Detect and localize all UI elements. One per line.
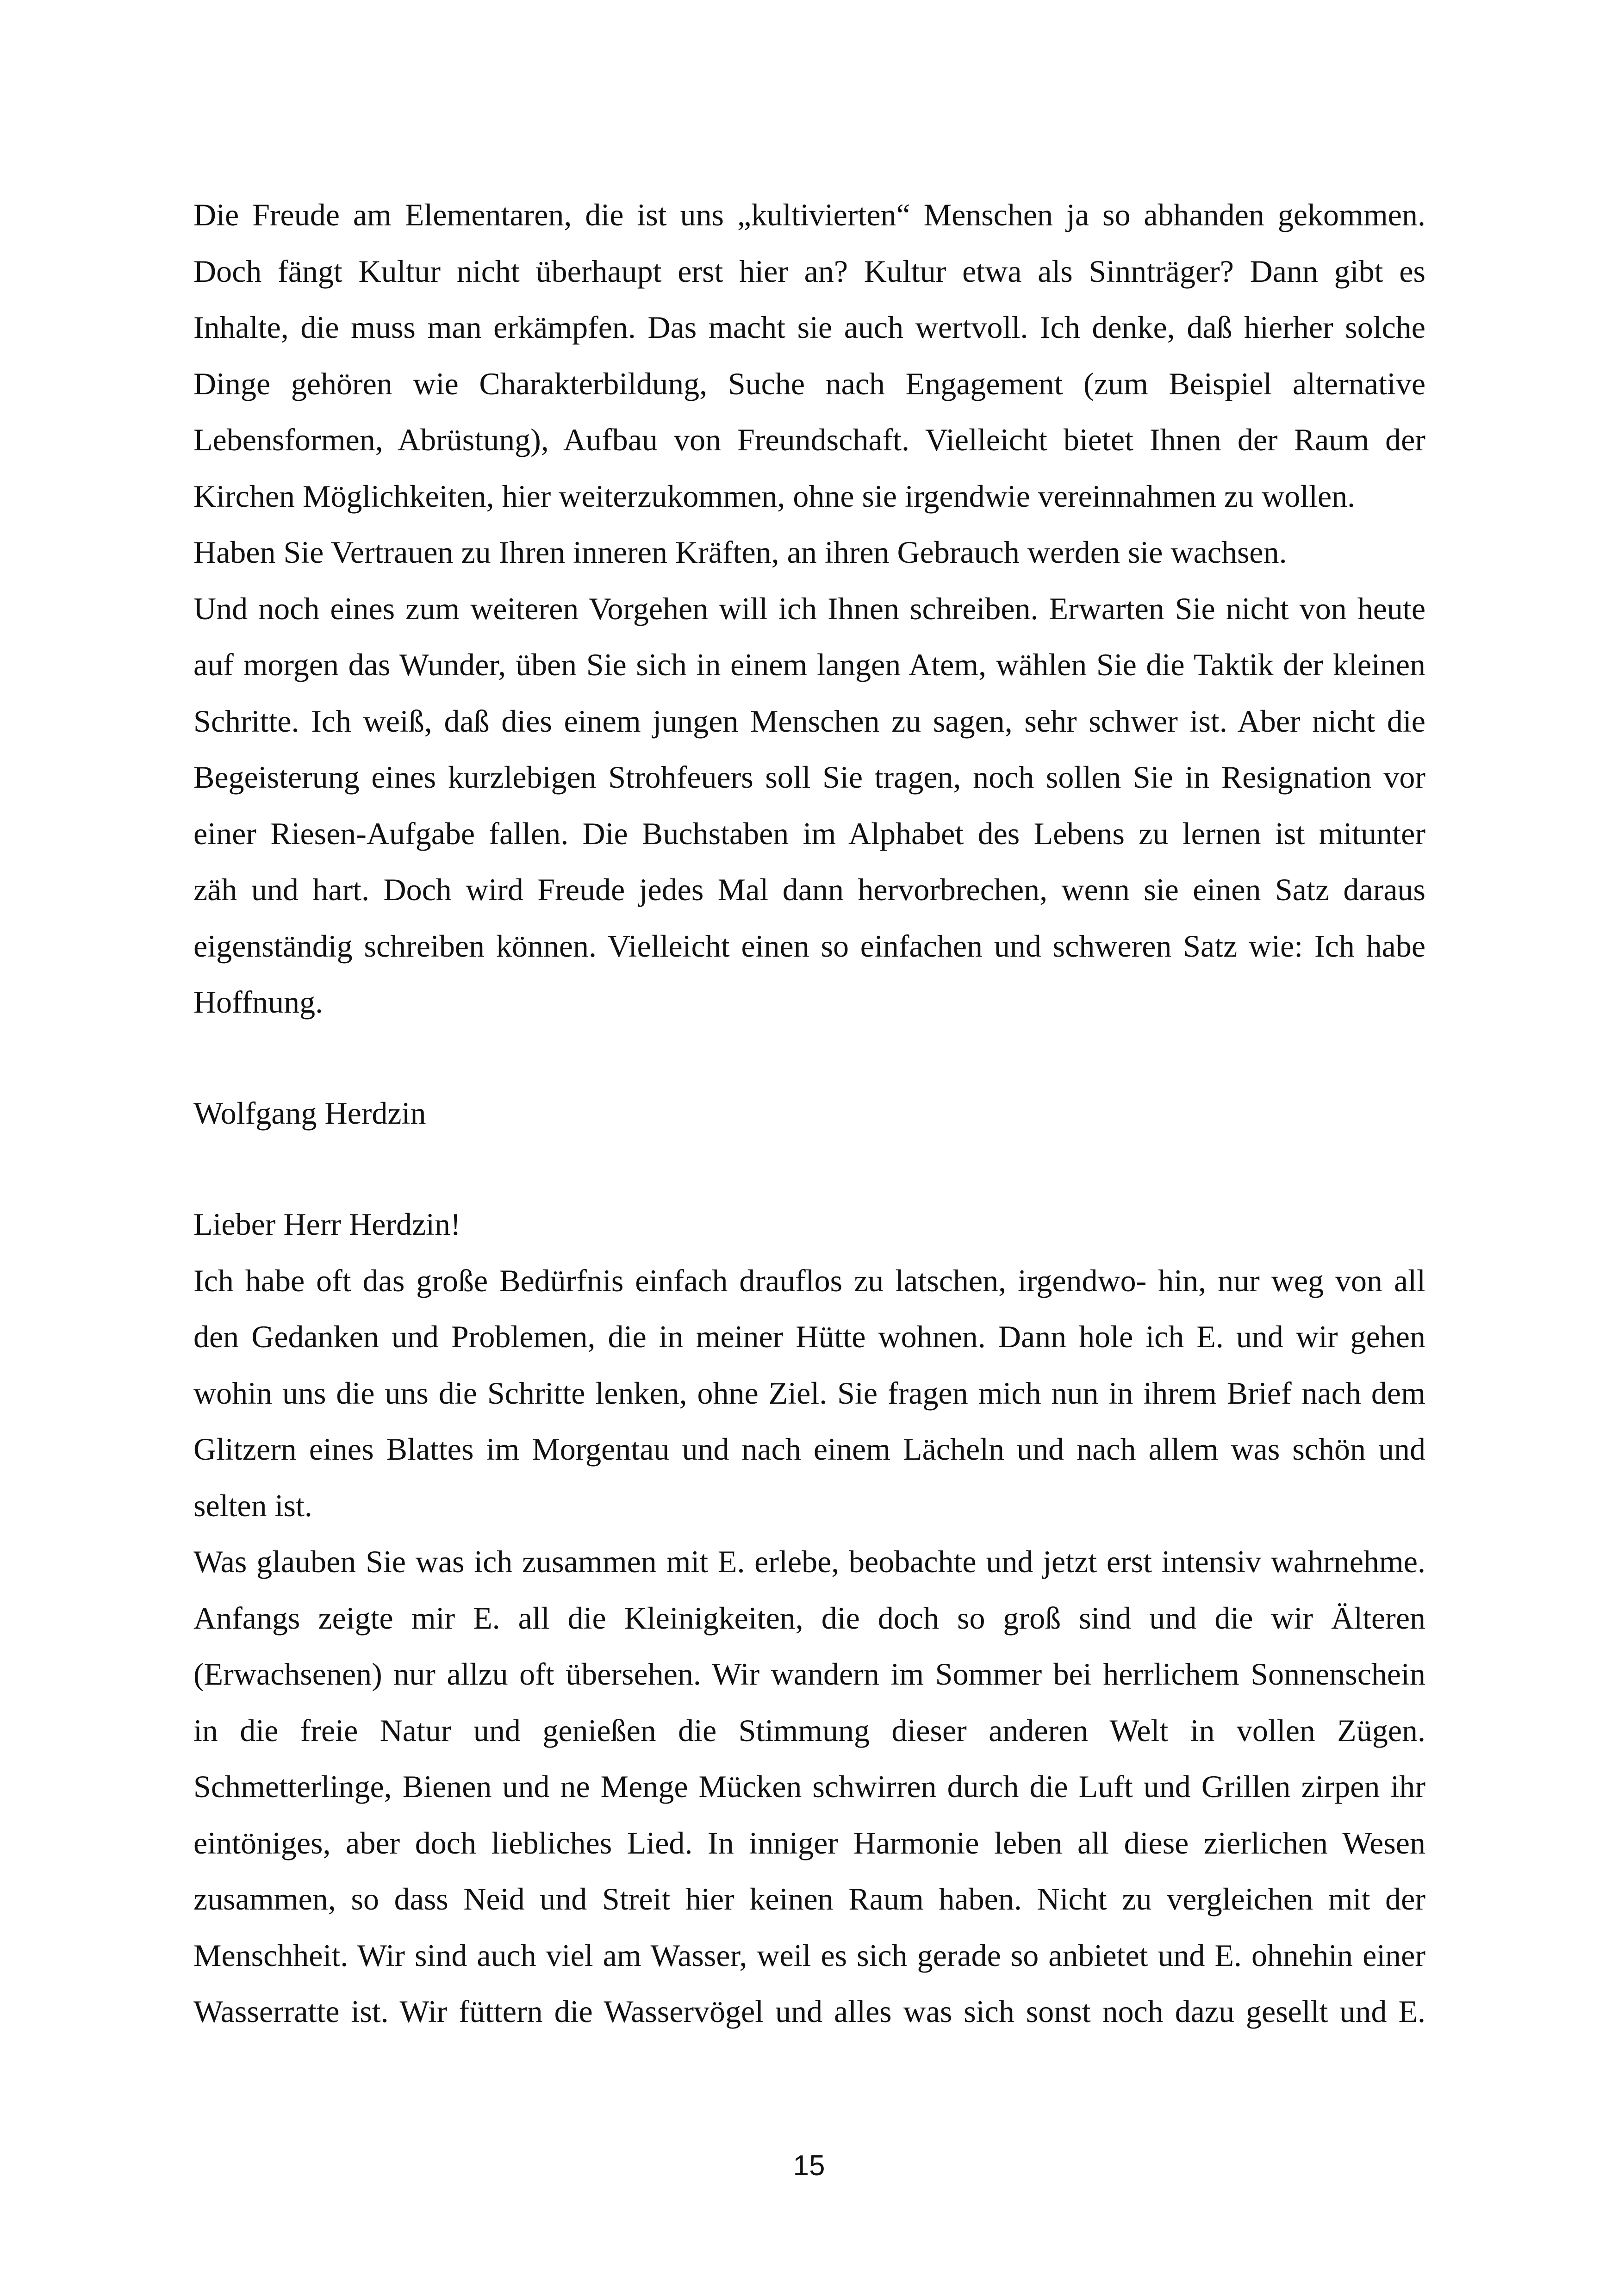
text-line: Kirchen Möglichkeiten, hier weiterzukommen, ohne sie irgendwie vereinnahmen zu wollen. <box>193 478 1356 514</box>
text-line: Doch fängt Kultur nicht überhaupt erst hier an? Kultur etwa als Sinnträger? Dann gibt es <box>193 253 1425 289</box>
text-line: Lebensformen, Abrüstung), Aufbau von Freundschaft. Vielleicht bietet Ihnen der Raum der <box>193 422 1425 457</box>
text-line: den Gedanken und Problemen, die in meiner Hütte wohnen. Dann hole ich E. und wir gehen <box>193 1319 1425 1354</box>
text-line: eintöniges, aber doch liebliches Lied. In inniger Harmonie leben all diese zierlichen Wesen <box>193 1825 1425 1860</box>
text-line: zusammen, so dass Neid und Streit hier keinen Raum haben. Nicht zu vergleichen mit der <box>193 1881 1425 1916</box>
text-line: Ich habe oft das große Bedürfnis einfach drauflos zu latschen, irgendwo- hin, nur weg von all <box>193 1263 1425 1298</box>
letter-reply-text <box>193 187 1425 1031</box>
text-line: Schritte. Ich weiß, daß dies einem jungen Menschen zu sagen, sehr schwer ist. Aber nicht die <box>193 703 1425 739</box>
text-line: zäh und hart. Doch wird Freude jedes Mal dann hervorbrechen, wenn sie einen Satz daraus <box>193 872 1425 907</box>
text-line: Haben Sie Vertrauen zu Ihren inneren Kräften, an ihren Gebrauch werden sie wachsen. <box>193 535 1287 570</box>
signature <box>193 1085 1425 1142</box>
salutation: Lieber Herr Herdzin! <box>193 1207 461 1242</box>
text-line: selten ist. <box>193 1487 312 1523</box>
text-line: auf morgen das Wunder, üben Sie sich in einem langen Atem, wählen Sie die Taktik der kleinen <box>193 647 1425 682</box>
page-number: 15 <box>793 2150 825 2182</box>
text-line: eigenständig schreiben können. Vielleicht einen so einfachen und schweren Satz wie: Ich habe <box>193 928 1425 964</box>
text-line: Schmetterlinge, Bienen und ne Menge Mücken schwirren durch die Luft und Grillen zirpen ihr <box>193 1769 1425 1804</box>
text-line: wohin uns die uns die Schritte lenken, ohne Ziel. Sie fragen mich nun in ihrem Brief nach dem <box>193 1375 1425 1411</box>
text-line: Was glauben Sie was ich zusammen mit E. erlebe, beobachte und jetzt erst intensiv wahrnehme. <box>193 1544 1425 1579</box>
text-line: Und noch eines zum weiteren Vorgehen will ich Ihnen schreiben. Erwarten Sie nicht von heute <box>193 591 1425 626</box>
text-line: Wasserratte ist. Wir füttern die Wasservögel und alles was sich sonst noch dazu gesellt und E. <box>193 1994 1425 2029</box>
text-line: Glitzern eines Blattes im Morgentau und nach einem Lächeln und nach allem was schön und <box>193 1431 1425 1467</box>
text-line: Die Freude am Elementaren, die ist uns „kultivierten“ Menschen ja so abhanden gekommen. <box>193 197 1425 232</box>
text-line: Inhalte, die muss man erkämpfen. Das macht sie auch wertvoll. Ich denke, daß hierher solche <box>193 310 1425 345</box>
letter-response-text <box>193 1196 1425 2040</box>
signature-name: Wolfgang Herdzin <box>193 1095 426 1131</box>
text-line: einer Riesen-Aufgabe fallen. Die Buchstaben im Alphabet des Lebens zu lernen ist mitunter <box>193 815 1425 851</box>
text-line: Menschheit. Wir sind auch viel am Wasser, weil es sich gerade so anbietet und E. ohnehin einer <box>193 1937 1425 1973</box>
text-line: in die freie Natur und genießen die Stimmung dieser anderen Welt in vollen Zügen. <box>193 1712 1425 1748</box>
text-line: Dinge gehören wie Charakterbildung, Suche nach Engagement (zum Beispiel alternative <box>193 366 1425 401</box>
text-line: Hoffnung. <box>193 984 324 1020</box>
text-line: (Erwachsenen) nur allzu oft übersehen. Wir wandern im Sommer bei herrlichem Sonnenschein <box>193 1656 1425 1692</box>
text-line: Anfangs zeigte mir E. all die Kleinigkeiten, die doch so groß sind und die wir Älteren <box>193 1600 1425 1636</box>
text-line: Begeisterung eines kurzlebigen Strohfeuers soll Sie tragen, noch sollen Sie in Resignation vor <box>193 759 1425 795</box>
